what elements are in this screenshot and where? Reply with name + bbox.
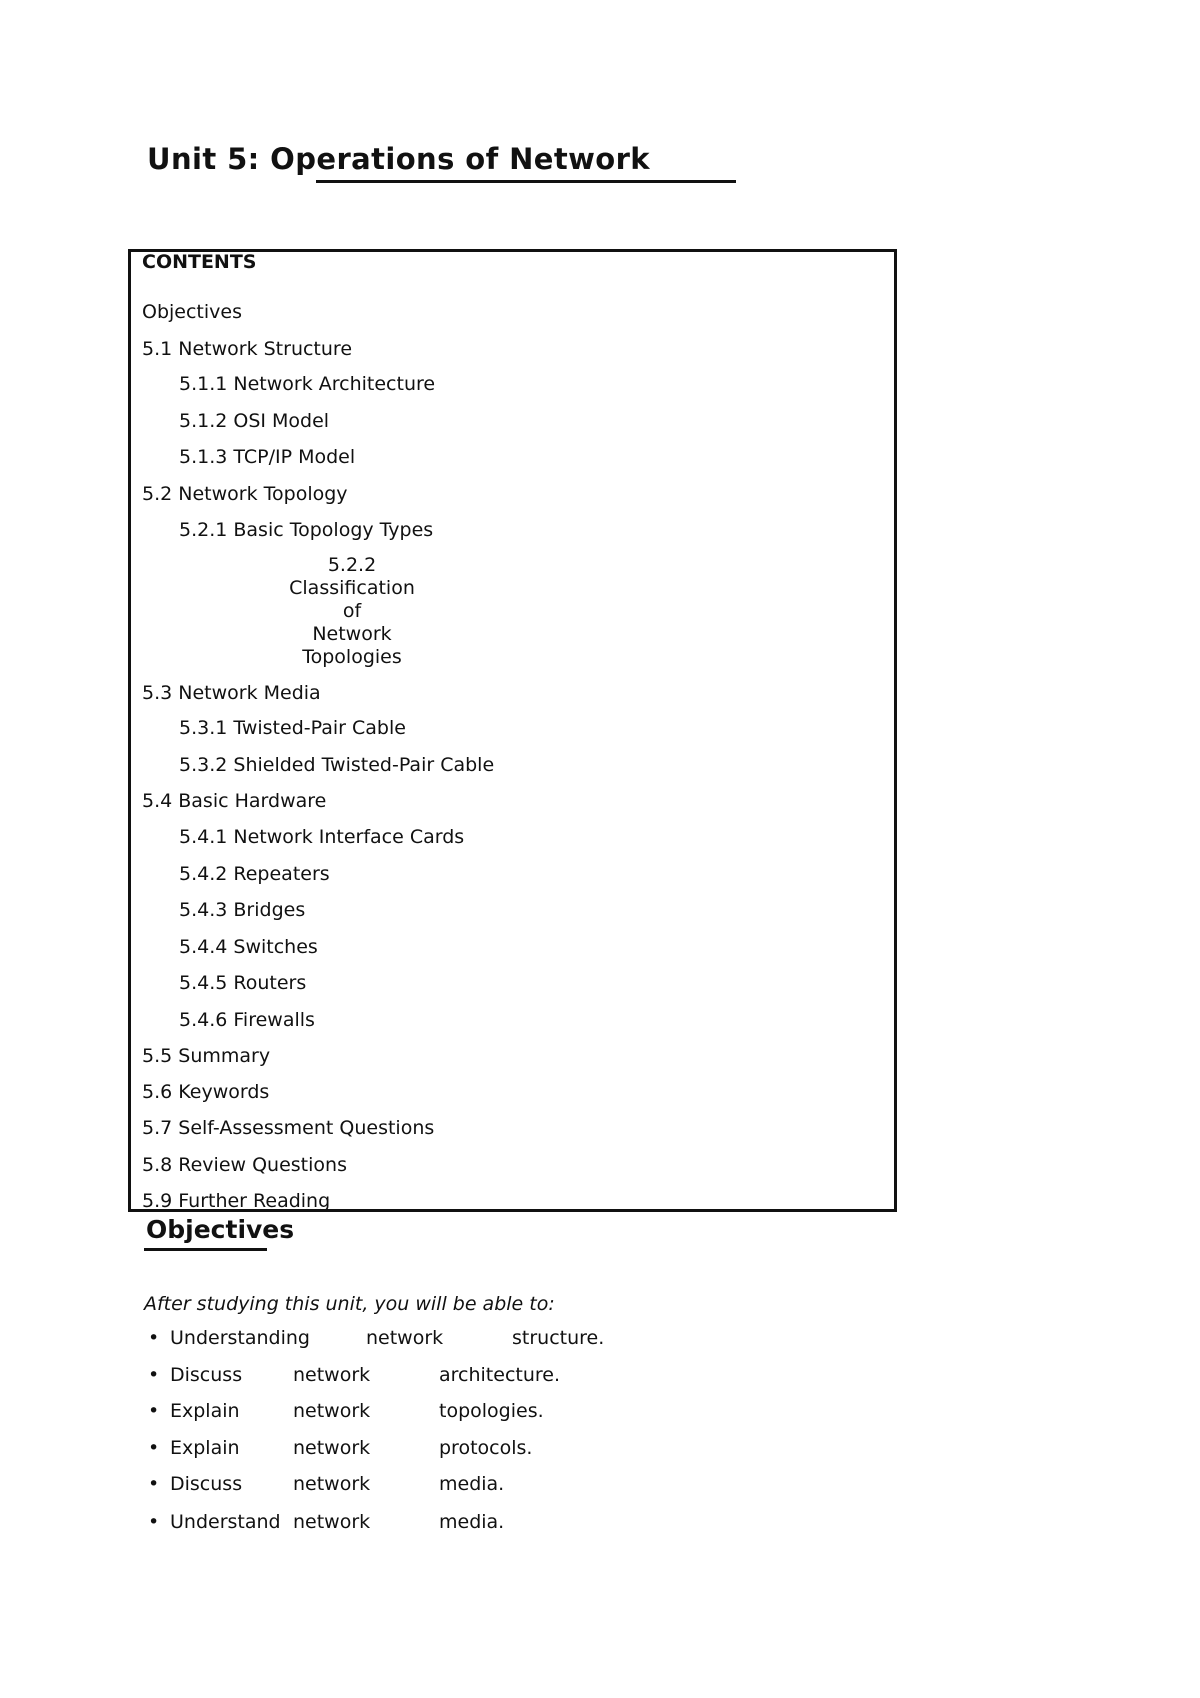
toc-item-5-2-2-line: Network — [312, 623, 392, 645]
objective-item — [148, 1471, 848, 1497]
toc-item-5-4-2[interactable]: 5.4.2 Repeaters — [179, 863, 330, 885]
objective-word: Explain — [170, 1437, 240, 1459]
toc-item-objectives[interactable]: Objectives — [142, 301, 242, 323]
bullet-icon: • — [148, 1511, 160, 1533]
objective-item — [148, 1398, 848, 1424]
toc-item-5-3[interactable]: 5.3 Network Media — [142, 682, 321, 704]
toc-item-5-1-3[interactable]: 5.1.3 TCP/IP Model — [179, 446, 356, 468]
objective-item — [148, 1362, 848, 1388]
toc-item-5-2-2-line: of — [342, 600, 362, 622]
objective-word: network — [293, 1473, 371, 1495]
objective-item — [148, 1435, 848, 1461]
objective-word: architecture. — [439, 1364, 561, 1386]
contents-heading: CONTENTS — [142, 251, 257, 273]
objective-word: structure. — [512, 1327, 605, 1349]
toc-item-5-2-1[interactable]: 5.2.1 Basic Topology Types — [179, 519, 434, 541]
toc-item-5-4-3[interactable]: 5.4.3 Bridges — [179, 899, 306, 921]
objective-word: Understand — [170, 1511, 281, 1533]
toc-item-5-2[interactable]: 5.2 Network Topology — [142, 483, 348, 505]
toc-item-5-1-2[interactable]: 5.1.2 OSI Model — [179, 410, 330, 432]
toc-item-5-3-1[interactable]: 5.3.1 Twisted-Pair Cable — [179, 717, 406, 739]
toc-item-5-4-6[interactable]: 5.4.6 Firewalls — [179, 1009, 315, 1031]
toc-item-5-1[interactable]: 5.1 Network Structure — [142, 338, 353, 360]
objective-item — [148, 1325, 848, 1351]
toc-item-5-2-2-line: Topologies — [302, 646, 402, 668]
objective-word: Explain — [170, 1400, 240, 1422]
objective-word: protocols. — [439, 1437, 533, 1459]
toc-item-5-2-2-line: 5.2.2 — [327, 554, 377, 576]
toc-item-5-4-5[interactable]: 5.4.5 Routers — [179, 972, 307, 994]
toc-item-5-1-1[interactable]: 5.1.1 Network Architecture — [179, 373, 436, 395]
objective-word: network — [293, 1437, 371, 1459]
toc-item-5-8[interactable]: 5.8 Review Questions — [142, 1154, 347, 1176]
objective-item — [148, 1509, 848, 1535]
objective-word: network — [293, 1511, 371, 1533]
objective-word: Discuss — [170, 1473, 243, 1495]
objective-word: network — [293, 1364, 371, 1386]
bullet-icon: • — [148, 1437, 160, 1459]
objectives-underline — [144, 1248, 267, 1251]
objective-word: topologies. — [439, 1400, 544, 1422]
unit-title: Unit 5: Operations of Network — [147, 142, 650, 176]
bullet-icon: • — [148, 1400, 160, 1422]
toc-item-5-3-2[interactable]: 5.3.2 Shielded Twisted-Pair Cable — [179, 754, 495, 776]
bullet-icon: • — [148, 1327, 160, 1349]
toc-item-5-4-4[interactable]: 5.4.4 Switches — [179, 936, 318, 958]
toc-item-5-2-2-line: Classification — [289, 577, 415, 599]
toc-item-5-7[interactable]: 5.7 Self-Assessment Questions — [142, 1117, 435, 1139]
bullet-icon: • — [148, 1473, 160, 1495]
objective-word: Understanding — [170, 1327, 310, 1349]
toc-item-5-6[interactable]: 5.6 Keywords — [142, 1081, 270, 1103]
objective-word: network — [293, 1400, 371, 1422]
toc-item-5-4[interactable]: 5.4 Basic Hardware — [142, 790, 327, 812]
bullet-icon: • — [148, 1364, 160, 1386]
toc-item-5-5[interactable]: 5.5 Summary — [142, 1045, 271, 1067]
objective-word: network — [366, 1327, 444, 1349]
objectives-intro: After studying this unit, you will be able to: — [144, 1293, 555, 1315]
toc-item-5-2-2[interactable] — [252, 554, 452, 669]
toc-item-5-9[interactable]: 5.9 Further Reading — [142, 1190, 331, 1212]
objective-word: media. — [439, 1473, 505, 1495]
objective-word: media. — [439, 1511, 505, 1533]
title-underline — [316, 180, 736, 183]
objective-word: Discuss — [170, 1364, 243, 1386]
objectives-heading: Objectives — [146, 1215, 295, 1244]
toc-item-5-4-1[interactable]: 5.4.1 Network Interface Cards — [179, 826, 465, 848]
